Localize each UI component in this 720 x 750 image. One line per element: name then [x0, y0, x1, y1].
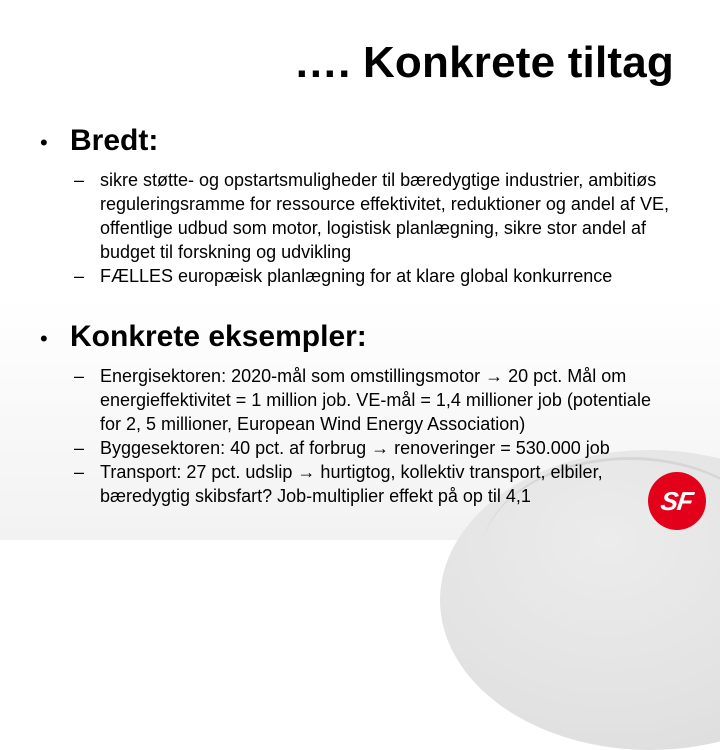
bullet-heading-row — [40, 320, 674, 354]
list-item — [74, 460, 674, 508]
slide-title: …. Konkrete tiltag — [293, 38, 674, 87]
list-item-text: Energisektoren: 2020-mål som omstillingsmotor → 20 pct. Mål om energieffektivitet = 1 million job. VE-mål = 1,4 millioner job (potentiale for 2, 5 millioner, European Wind Energy Association) — [100, 366, 651, 434]
section-heading: Bredt: — [70, 124, 159, 157]
dash-marker: – — [74, 170, 85, 190]
dash-marker: – — [74, 462, 85, 482]
list-item — [74, 168, 674, 264]
list-item-text: Transport: 27 pct. udslip → hurtigtog, kollektiv transport, elbiler, bæredygtig skibsfart? Job-multiplier effekt på op til 4,1 — [100, 462, 603, 506]
bullet-dot: • — [40, 326, 48, 351]
bullet-heading-row — [40, 124, 674, 158]
sub-bullet-list — [74, 364, 674, 508]
list-item — [74, 436, 674, 460]
list-item — [74, 264, 674, 288]
dash-marker: – — [74, 266, 85, 286]
sub-bullet-list — [74, 168, 674, 288]
sf-party-logo-icon — [648, 472, 706, 530]
list-item-text: sikre støtte- og opstartsmuligheder til bæredygtige industrier, ambitiøs reguleringsramme for ressource effektivitet, reduktioner og andel af VE, offentlige udbud som motor, logistisk planlægning, sikre stor andel af budget til forskning og udvikling — [100, 170, 669, 262]
dash-marker: – — [74, 366, 85, 386]
section-heading: Konkrete eksempler: — [70, 320, 367, 353]
list-item-text: Byggesektoren: 40 pct. af forbrug → renoveringer = 530.000 job — [100, 438, 610, 458]
list-item-text: FÆLLES europæisk planlægning for at klare global konkurrence — [100, 266, 613, 286]
section-bredt — [40, 124, 674, 288]
section-konkrete-eksempler — [40, 320, 674, 508]
logo-text: SF — [659, 485, 695, 516]
bullet-dot: • — [40, 130, 48, 155]
dash-marker: – — [74, 438, 85, 458]
list-item — [74, 364, 674, 436]
